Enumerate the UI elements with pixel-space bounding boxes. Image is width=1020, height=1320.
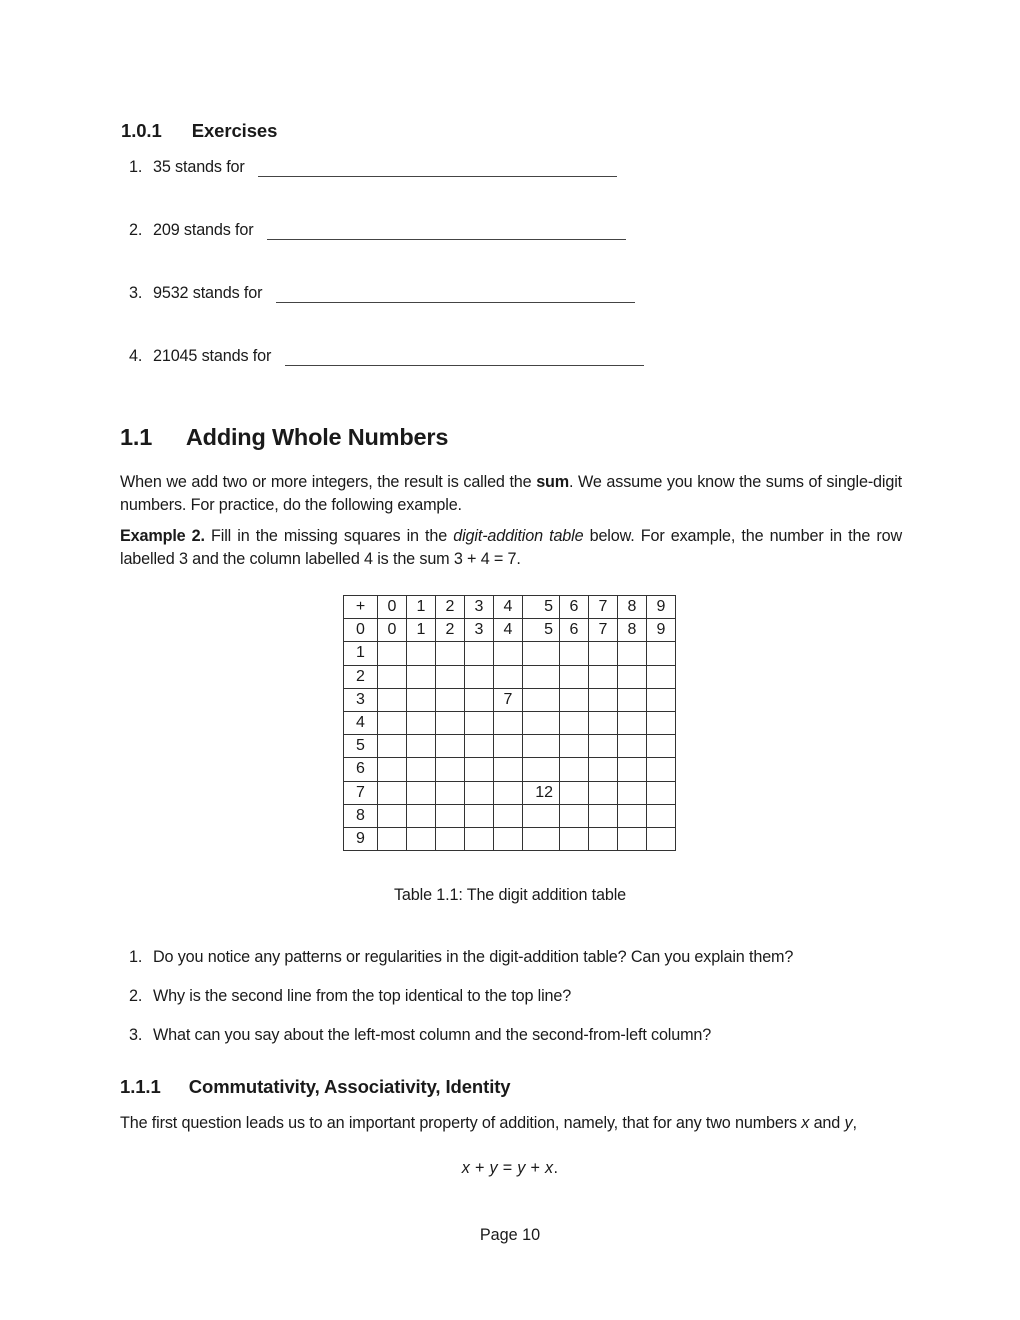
exercise-text: 209 stands for xyxy=(153,221,254,239)
answer-blank[interactable] xyxy=(258,176,617,177)
commutativity-paragraph xyxy=(120,1112,902,1135)
subsection-title: Commutativity, Associativity, Identity xyxy=(188,1076,511,1097)
table-cell: 3 xyxy=(465,619,494,642)
table-cell[interactable] xyxy=(407,711,436,734)
question-number: 1. xyxy=(129,948,143,966)
question-text: Why is the second line from the top identical to the top line? xyxy=(153,987,572,1005)
table-row xyxy=(344,758,676,781)
table-cell[interactable] xyxy=(494,735,523,758)
table-cell[interactable] xyxy=(618,781,647,804)
subsection-heading xyxy=(120,1076,510,1098)
table-cell[interactable] xyxy=(560,711,589,734)
table-cell[interactable] xyxy=(407,688,436,711)
table-cell[interactable] xyxy=(618,758,647,781)
example-text: below. For example, the number in the row labelled 3 and the column labelled 4 is the sum 3 + 4 = 7. xyxy=(120,527,902,568)
exercise-text: 35 stands for xyxy=(153,158,245,176)
table-row xyxy=(344,781,676,804)
table-cell[interactable] xyxy=(436,688,465,711)
table-cell: 1 xyxy=(407,619,436,642)
table-cell[interactable] xyxy=(647,758,676,781)
table-cell[interactable] xyxy=(465,735,494,758)
table-row-header: 9 xyxy=(344,827,378,850)
table-cell[interactable] xyxy=(647,711,676,734)
table-cell: 7 xyxy=(589,619,618,642)
eq-term: y xyxy=(489,1159,498,1177)
table-cell[interactable] xyxy=(378,758,407,781)
table-cell[interactable] xyxy=(465,781,494,804)
table-cell[interactable] xyxy=(378,781,407,804)
table-cell[interactable] xyxy=(378,688,407,711)
table-cell[interactable] xyxy=(494,758,523,781)
question-number: 3. xyxy=(129,1026,143,1044)
variable-y: y xyxy=(844,1114,853,1132)
table-cell[interactable] xyxy=(436,781,465,804)
exercises-heading-title: Exercises xyxy=(191,120,278,141)
table-cell[interactable] xyxy=(523,758,560,781)
table-cell[interactable] xyxy=(436,665,465,688)
table-column-header: 0 xyxy=(378,596,407,619)
table-column-header: 5 xyxy=(523,596,560,619)
table-cell[interactable] xyxy=(647,642,676,665)
table-row xyxy=(344,711,676,734)
eq-operator: + xyxy=(525,1159,546,1177)
table-cell: 7 xyxy=(494,688,523,711)
answer-blank[interactable] xyxy=(276,302,635,303)
table-caption: Table 1.1: The digit addition table xyxy=(393,886,627,904)
commutativity-equation xyxy=(0,1159,1020,1178)
table-cell[interactable] xyxy=(436,642,465,665)
question-number: 2. xyxy=(129,987,143,1005)
eq-term: x xyxy=(461,1159,471,1177)
table-row xyxy=(344,804,676,827)
table-cell[interactable] xyxy=(560,735,589,758)
table-cell[interactable] xyxy=(589,711,618,734)
table-cell[interactable] xyxy=(407,758,436,781)
example-paragraph xyxy=(120,525,902,571)
exercise-text: 9532 stands for xyxy=(153,284,263,302)
table-cell[interactable] xyxy=(523,804,560,827)
table-cell: 8 xyxy=(618,619,647,642)
table-cell: 4 xyxy=(494,619,523,642)
table-cell[interactable] xyxy=(618,688,647,711)
table-cell[interactable] xyxy=(465,758,494,781)
table-corner-plus: + xyxy=(344,596,378,619)
eq-term: x xyxy=(545,1159,554,1177)
exercise-number: 3. xyxy=(129,284,143,302)
question-text: What can you say about the left-most column and the second-from-left column? xyxy=(153,1026,712,1044)
table-cell[interactable] xyxy=(589,665,618,688)
table-cell[interactable] xyxy=(378,827,407,850)
table-cell[interactable] xyxy=(560,804,589,827)
table-column-header: 2 xyxy=(436,596,465,619)
table-row-header: 4 xyxy=(344,711,378,734)
intro-text: . We assume you know the sums of single-digit numbers. For practice, do the following example. xyxy=(120,473,903,514)
table-cell[interactable] xyxy=(589,827,618,850)
table-cell: 9 xyxy=(647,619,676,642)
table-cell[interactable] xyxy=(560,665,589,688)
table-cell[interactable] xyxy=(647,688,676,711)
table-cell[interactable] xyxy=(618,711,647,734)
table-row xyxy=(344,688,676,711)
table-cell[interactable] xyxy=(407,827,436,850)
table-row xyxy=(344,619,676,642)
variable-x: x xyxy=(801,1114,810,1132)
table-cell[interactable] xyxy=(647,781,676,804)
table-cell: 12 xyxy=(523,781,560,804)
table-cell[interactable] xyxy=(407,642,436,665)
table-cell[interactable] xyxy=(523,642,560,665)
table-cell[interactable] xyxy=(436,758,465,781)
table-cell[interactable] xyxy=(589,758,618,781)
table-cell[interactable] xyxy=(465,642,494,665)
table-cell[interactable] xyxy=(378,711,407,734)
table-cell[interactable] xyxy=(589,688,618,711)
exercises-heading-number: 1.0.1 xyxy=(121,120,162,141)
table-column-header: 6 xyxy=(560,596,589,619)
table-cell[interactable] xyxy=(465,827,494,850)
table-cell[interactable] xyxy=(618,665,647,688)
table-cell[interactable] xyxy=(618,642,647,665)
table-row-header: 3 xyxy=(344,688,378,711)
table-cell[interactable] xyxy=(436,827,465,850)
table-cell[interactable] xyxy=(618,827,647,850)
table-cell: 2 xyxy=(436,619,465,642)
table-cell[interactable] xyxy=(523,665,560,688)
table-cell[interactable] xyxy=(560,781,589,804)
table-cell[interactable] xyxy=(560,827,589,850)
table-cell[interactable] xyxy=(523,735,560,758)
table-cell[interactable] xyxy=(618,735,647,758)
table-row xyxy=(344,665,676,688)
table-cell[interactable] xyxy=(378,665,407,688)
table-column-header: 7 xyxy=(589,596,618,619)
sum-term: sum xyxy=(536,473,570,491)
table-header-row xyxy=(344,596,676,619)
table-cell[interactable] xyxy=(465,711,494,734)
table-cell[interactable] xyxy=(494,781,523,804)
table-row-header: 6 xyxy=(344,758,378,781)
table-cell[interactable] xyxy=(523,711,560,734)
table-row xyxy=(344,735,676,758)
table-cell[interactable] xyxy=(589,642,618,665)
table-row-header: 0 xyxy=(344,619,378,642)
table-column-header: 8 xyxy=(618,596,647,619)
commutativity-text: and xyxy=(809,1114,845,1132)
table-cell[interactable] xyxy=(378,735,407,758)
table-cell[interactable] xyxy=(494,665,523,688)
table-column-header: 9 xyxy=(647,596,676,619)
table-cell[interactable] xyxy=(494,827,523,850)
page-number: Page 10 xyxy=(479,1226,541,1244)
table-cell[interactable] xyxy=(436,804,465,827)
digit-addition-table-term: digit-addition table xyxy=(453,527,584,545)
table-cell[interactable] xyxy=(523,827,560,850)
table-cell[interactable] xyxy=(494,711,523,734)
eq-equals: = xyxy=(497,1159,518,1177)
table-row-header: 5 xyxy=(344,735,378,758)
table-cell[interactable] xyxy=(618,804,647,827)
table-row-header: 7 xyxy=(344,781,378,804)
exercise-number: 1. xyxy=(129,158,143,176)
table-cell: 5 xyxy=(523,619,560,642)
table-cell[interactable] xyxy=(436,711,465,734)
table-cell[interactable] xyxy=(647,665,676,688)
table-cell[interactable] xyxy=(378,804,407,827)
section-title: Adding Whole Numbers xyxy=(185,424,449,450)
table-row-header: 8 xyxy=(344,804,378,827)
table-cell[interactable] xyxy=(465,688,494,711)
table-column-header: 3 xyxy=(465,596,494,619)
table-cell[interactable] xyxy=(407,665,436,688)
table-cell[interactable] xyxy=(436,735,465,758)
table-cell[interactable] xyxy=(647,827,676,850)
exercise-number: 2. xyxy=(129,221,143,239)
table-cell[interactable] xyxy=(647,804,676,827)
section-number: 1.1 xyxy=(120,424,153,450)
table-cell[interactable] xyxy=(378,642,407,665)
table-column-header: 1 xyxy=(407,596,436,619)
table-cell[interactable] xyxy=(560,758,589,781)
exercise-number: 4. xyxy=(129,347,143,365)
table-row xyxy=(344,642,676,665)
table-cell[interactable] xyxy=(407,804,436,827)
table-row xyxy=(344,827,676,850)
table-cell[interactable] xyxy=(589,804,618,827)
table-cell[interactable] xyxy=(494,642,523,665)
intro-paragraph xyxy=(120,471,902,517)
eq-period: . xyxy=(553,1159,559,1177)
example-label: Example 2. xyxy=(120,527,205,545)
table-cell[interactable] xyxy=(560,642,589,665)
table-column-header: 4 xyxy=(494,596,523,619)
exercises-heading xyxy=(121,120,277,142)
table-cell[interactable] xyxy=(647,735,676,758)
table-row-header: 2 xyxy=(344,665,378,688)
eq-term: y xyxy=(517,1159,526,1177)
eq-operator: + xyxy=(470,1159,490,1177)
intro-text: When we add two or more integers, the result is called the xyxy=(120,473,537,491)
table-cell: 6 xyxy=(560,619,589,642)
answer-blank[interactable] xyxy=(267,239,626,240)
table-cell[interactable] xyxy=(494,804,523,827)
table-cell[interactable] xyxy=(407,781,436,804)
table-cell[interactable] xyxy=(560,688,589,711)
subsection-number: 1.1.1 xyxy=(120,1076,161,1097)
section-heading xyxy=(120,424,448,451)
table-cell[interactable] xyxy=(407,735,436,758)
commutativity-text: The first question leads us to an important property of addition, namely, that for any two numbers xyxy=(120,1114,802,1132)
table-cell[interactable] xyxy=(589,735,618,758)
table-cell[interactable] xyxy=(589,781,618,804)
table-row-header: 1 xyxy=(344,642,378,665)
table-cell[interactable] xyxy=(523,688,560,711)
exercise-text: 21045 stands for xyxy=(153,347,272,365)
digit-addition-table xyxy=(343,595,676,851)
commutativity-text: , xyxy=(852,1114,857,1132)
question-text: Do you notice any patterns or regularities in the digit-addition table? Can you explain them? xyxy=(153,948,794,966)
table-cell: 0 xyxy=(378,619,407,642)
table-cell[interactable] xyxy=(465,665,494,688)
table-cell[interactable] xyxy=(465,804,494,827)
example-text: Fill in the missing squares in the xyxy=(204,527,454,545)
answer-blank[interactable] xyxy=(285,365,644,366)
